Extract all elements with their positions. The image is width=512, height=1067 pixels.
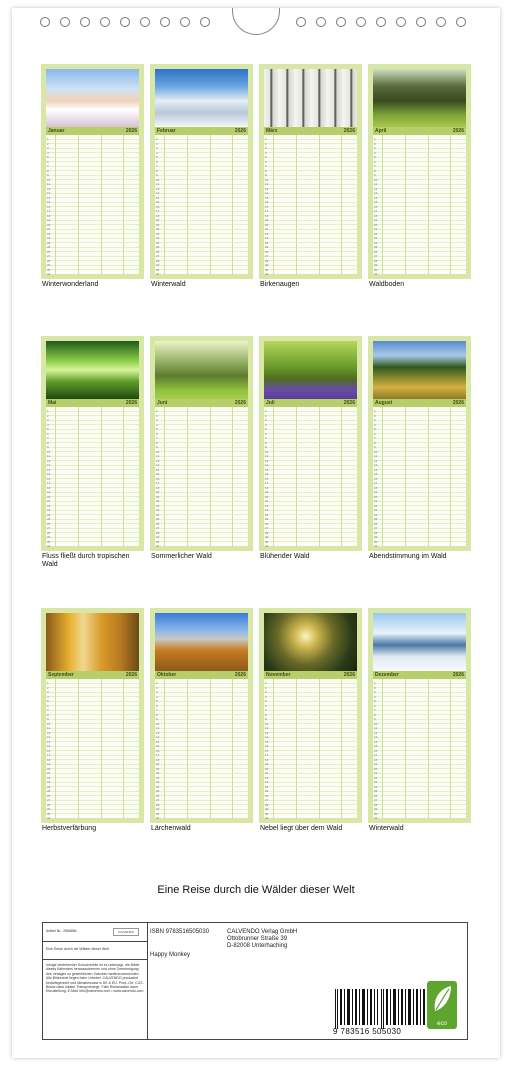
publisher-street: Ottobrunner Straße 39 — [227, 936, 288, 942]
binding-hole — [200, 17, 210, 27]
info-left-column — [43, 923, 148, 1039]
photo-birch-trunks — [264, 69, 357, 127]
photo-caption: Lärchenwald — [151, 825, 191, 832]
photo-bluebell-forest — [264, 341, 357, 399]
day-grid: 1 2 3 4 5 6 7 8 9 10 11 12 13 14 15 16 17 18 19 20 21 22 23 24 25 26 27 28 29 30 31 — [373, 407, 466, 546]
photo-mossy-forest-floor — [373, 69, 466, 127]
month-card-april — [368, 64, 471, 279]
photo-tropical-river — [46, 341, 139, 399]
month-year: 2026 — [125, 400, 137, 406]
day-grid: 1 2 3 4 5 6 7 8 9 10 11 12 13 14 15 16 17 18 19 20 21 22 23 24 25 26 27 28 29 30 31 — [155, 135, 248, 274]
binding-hole — [416, 17, 426, 27]
publisher-city: D-82008 Unterhaching — [227, 943, 288, 949]
leaf-icon — [427, 981, 457, 1017]
month-name: August — [375, 400, 393, 406]
binding-holes — [0, 0, 512, 40]
eco-label: eco — [437, 1021, 447, 1027]
eco-badge — [427, 981, 457, 1029]
photo-misty-forest — [264, 613, 357, 671]
day-grid: 1 2 3 4 5 6 7 8 9 10 11 12 13 14 15 16 17 18 19 20 21 22 23 24 25 26 27 28 29 30 31 — [46, 679, 139, 818]
author: Happy Monkey — [150, 952, 191, 958]
photo-snowy-mountain-forest — [373, 613, 466, 671]
day-grid: 1 2 3 4 5 6 7 8 9 10 11 12 13 14 15 16 17 18 19 20 21 22 23 24 25 26 27 28 29 30 31 — [264, 407, 357, 546]
day-grid: 1 2 3 4 5 6 7 8 9 10 11 12 13 14 15 16 17 18 19 20 21 22 23 24 25 26 27 28 29 30 31 — [373, 135, 466, 274]
binding-hole — [396, 17, 406, 27]
barcode-number: 9 783516 505030 — [333, 1027, 402, 1036]
photo-caption: Blühender Wald — [260, 553, 310, 560]
day-grid: 1 2 3 4 5 6 7 8 9 10 11 12 13 14 15 16 17 18 19 20 21 22 23 24 25 26 27 28 29 30 31 — [46, 135, 139, 274]
photo-evening-meadow — [373, 341, 466, 399]
month-card-mai — [41, 336, 144, 551]
month-card-august — [368, 336, 471, 551]
month-name: Februar — [157, 128, 176, 134]
day-grid: 1 2 3 4 5 6 7 8 9 10 11 12 13 14 15 16 17 18 19 20 21 22 23 24 25 26 27 28 29 30 31 — [373, 679, 466, 818]
month-name: März — [266, 128, 278, 134]
photo-larch-forest — [155, 613, 248, 671]
calendar-title: Eine Reise durch die Wälder dieser Welt — [157, 884, 355, 896]
photo-caption: Herbstverfärbung — [42, 825, 97, 832]
month-card-februar — [150, 64, 253, 279]
binding-hole — [60, 17, 70, 27]
barcode — [333, 989, 437, 1029]
month-card-november — [259, 608, 362, 823]
photo-snowy-forest — [155, 69, 248, 127]
day-grid: 1 2 3 4 5 6 7 8 9 10 11 12 13 14 15 16 17 18 19 20 21 22 23 24 25 26 27 28 29 30 31 — [155, 679, 248, 818]
month-name: Juli — [266, 400, 275, 406]
publisher: CALVENDO Verlag GmbH — [227, 929, 298, 935]
day-grid: 1 2 3 4 5 6 7 8 9 10 11 12 13 14 15 16 17 18 19 20 21 22 23 24 25 26 27 28 29 30 31 — [264, 679, 357, 818]
photo-caption: Sommerlicher Wald — [151, 553, 212, 560]
month-year: 2026 — [234, 672, 246, 678]
month-year: 2026 — [234, 128, 246, 134]
binding-hole — [120, 17, 130, 27]
month-name: Oktober — [157, 672, 177, 678]
binding-hole — [40, 17, 50, 27]
photo-caption: Winterwald — [369, 825, 404, 832]
product-info-panel — [42, 922, 468, 1040]
month-card-oktober — [150, 608, 253, 823]
month-card-juni — [150, 336, 253, 551]
day-grid: 1 2 3 4 5 6 7 8 9 10 11 12 13 14 15 16 17 18 19 20 21 22 23 24 25 26 27 28 29 30 31 — [155, 407, 248, 546]
photo-winter-landscape — [46, 69, 139, 127]
binding-hole — [100, 17, 110, 27]
binding-hole — [456, 17, 466, 27]
photo-caption: Winterwonderland — [42, 281, 99, 288]
month-year: 2026 — [234, 400, 246, 406]
isbn: ISBN 9783516505030 — [150, 929, 210, 935]
hanger-notch — [232, 8, 280, 35]
month-card-dezember — [368, 608, 471, 823]
binding-hole — [160, 17, 170, 27]
short-title: Eine Reise durch die Wälder dieser Welt — [46, 947, 109, 951]
month-year: 2026 — [343, 400, 355, 406]
month-year: 2026 — [452, 672, 464, 678]
binding-hole — [80, 17, 90, 27]
binding-hole — [356, 17, 366, 27]
month-card-juli — [259, 336, 362, 551]
article-number: Artikel Nr.: 2566882 — [46, 929, 77, 933]
month-card-maerz — [259, 64, 362, 279]
month-name: November — [266, 672, 291, 678]
binding-hole — [436, 17, 446, 27]
month-name: Januar — [48, 128, 65, 134]
photo-caption: Winterwald — [151, 281, 186, 288]
month-name: September — [48, 672, 74, 678]
binding-hole — [316, 17, 326, 27]
day-grid: 1 2 3 4 5 6 7 8 9 10 11 12 13 14 15 16 17 18 19 20 21 22 23 24 25 26 27 28 29 30 31 — [264, 135, 357, 274]
month-card-september — [41, 608, 144, 823]
month-year: 2026 — [452, 400, 464, 406]
photo-summer-forest — [155, 341, 248, 399]
photo-caption: Birkenaugen — [260, 281, 300, 288]
month-year: 2026 — [125, 672, 137, 678]
month-year: 2026 — [343, 672, 355, 678]
photo-caption: Waldboden — [369, 281, 405, 288]
month-year: 2026 — [452, 128, 464, 134]
binding-hole — [180, 17, 190, 27]
binding-hole — [376, 17, 386, 27]
month-name: Dezember — [375, 672, 399, 678]
binding-hole — [140, 17, 150, 27]
photo-caption: Nebel liegt über dem Wald — [260, 825, 343, 832]
month-name: April — [375, 128, 387, 134]
photo-caption: Abendstimmung im Wald — [369, 553, 447, 560]
month-year: 2026 — [343, 128, 355, 134]
month-year: 2026 — [125, 128, 137, 134]
legal-text: Infolge bestehender Schutzrechte ist es untersagt, die Bilder dieses Kalenders herauszutrennen und ohne Genehmigung des Verlages zu gewerblichen Zwecken weiterzuverwenden. Alle Bildrechte liegen beim Urheber. CALVENDO produziert bedarfsgerecht und klimabewusst in DE & EU. Prod.-Ort: CO2-Bilanz dank lokaler Transportwege. Falls Reklamation dann Eilzustellung: E-Mail: info@calvendo.com • www.calvendo.com — [46, 963, 144, 994]
month-card-januar — [41, 64, 144, 279]
photo-caption: Fluss fließt durch tropischen Wald — [42, 553, 130, 568]
photo-autumn-birches — [46, 613, 139, 671]
month-name: Mai — [48, 400, 57, 406]
month-name: Juni — [157, 400, 168, 406]
day-grid: 1 2 3 4 5 6 7 8 9 10 11 12 13 14 15 16 17 18 19 20 21 22 23 24 25 26 27 28 29 30 31 — [46, 407, 139, 546]
binding-hole — [296, 17, 306, 27]
info-right-column — [147, 923, 467, 1039]
calvendo-logo: CALVENDO — [113, 928, 139, 936]
binding-hole — [336, 17, 346, 27]
